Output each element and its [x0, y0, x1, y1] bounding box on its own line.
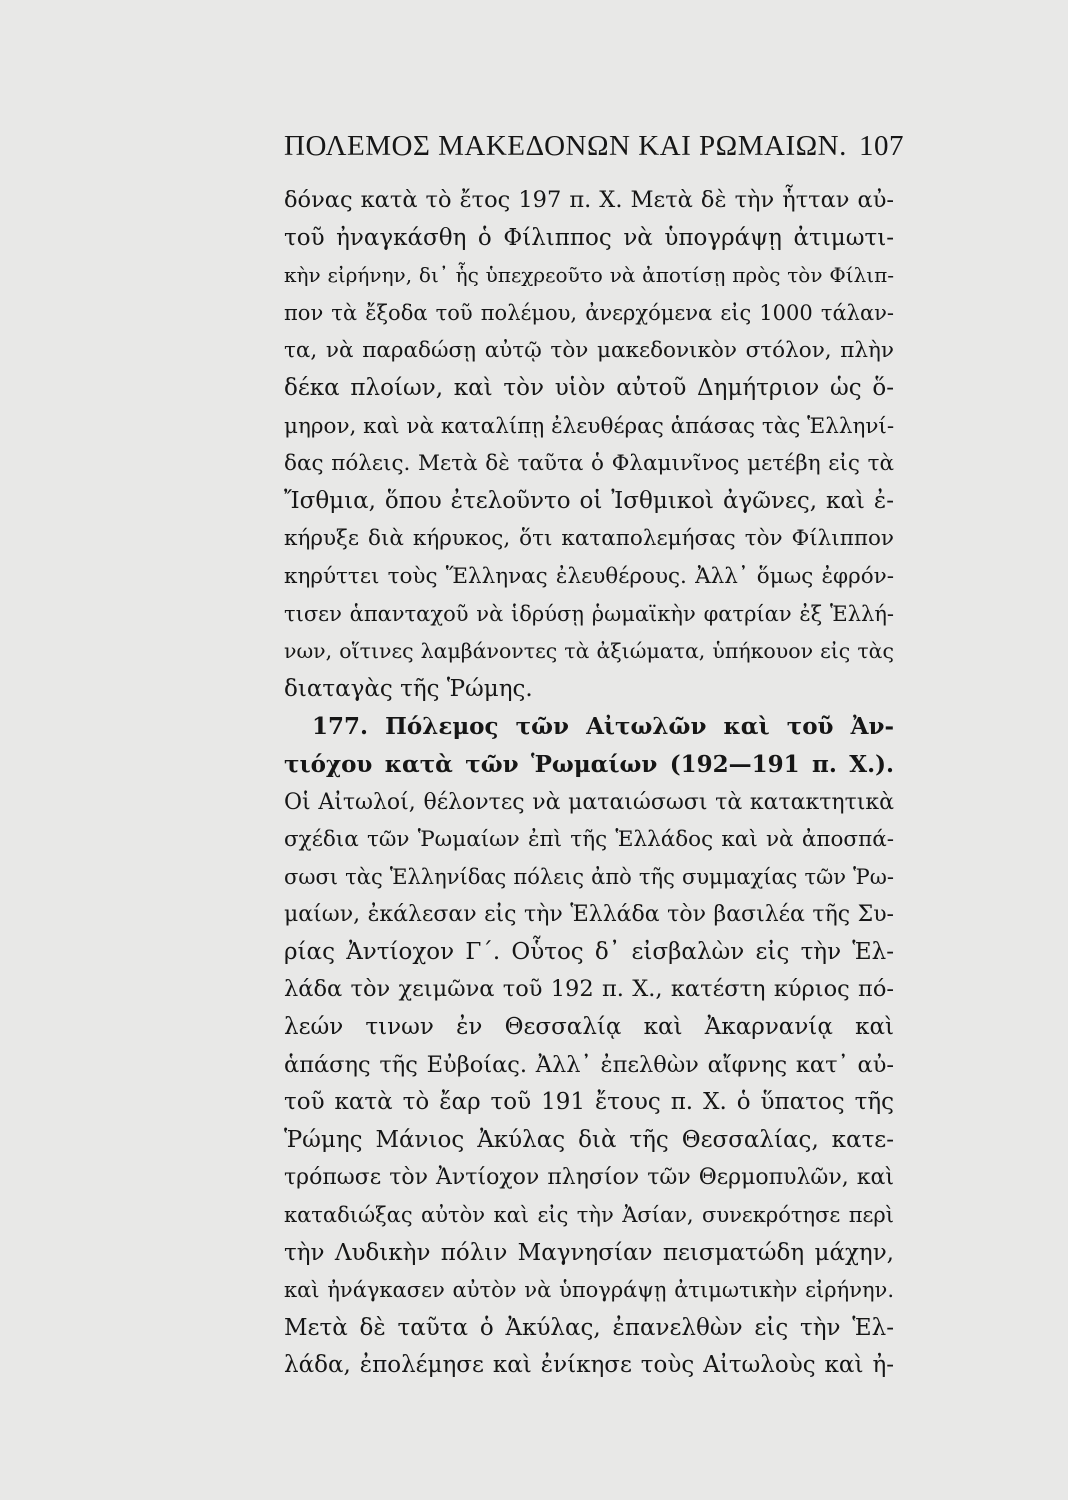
body-text	[284, 182, 894, 1385]
text-line: διαταγὰς τῆς Ῥώμης.	[284, 675, 533, 702]
text-line: δας πόλεις. Μετὰ δὲ ταῦτα ὁ Φλαμινῖνος μετέβη εἰς τὰ	[284, 451, 894, 477]
text-line: τὴν Λυδικὴν πόλιν Μαγνησίαν πεισματώδη μάχην,	[284, 1239, 894, 1266]
text-line: τοῦ ἠναγκάσθη ὁ Φίλιππος νὰ ὑπογράψῃ ἀτιμωτι-	[284, 224, 894, 251]
text-line: μηρον, καὶ νὰ καταλίπῃ ἐλευθέρας ἁπάσας τὰς Ἑλληνί-	[284, 413, 895, 439]
text-line: τοῦ κατὰ τὸ ἔαρ τοῦ 191 ἔτους π. Χ. ὁ ὕπατος τῆς	[284, 1089, 894, 1116]
text-line: λάδα τὸν χειμῶνα τοῦ 192 π. Χ., κατέστη κύριος πό-	[284, 976, 894, 1003]
text-line: Μετὰ δὲ ταῦτα ὁ Ἀκύλας, ἐπανελθὼν εἰς τὴν Ἑλ-	[284, 1314, 894, 1341]
text-line: λεών τινων ἐν Θεσσαλίᾳ καὶ Ἀκαρνανίᾳ καὶ	[284, 1014, 894, 1041]
text-line: Οἱ Αἰτωλοί, θέλοντες νὰ ματαιώσωσι τὰ κατακτητικὰ	[284, 789, 894, 815]
text-line: κὴν εἰρήνην, δι᾽ ἧς ὑπεχρεοῦτο νὰ ἀποτίσῃ πρὸς τὸν Φίλιπ-	[284, 263, 894, 288]
text-line: κήρυξε διὰ κήρυκος, ὅτι καταπολεμήσας τὸν Φίλιππον	[284, 526, 894, 552]
text-line: Ἴσθμια, ὅπου ἐτελοῦντο οἱ Ἰσθμικοὶ ἀγῶνες, καὶ ἐ-	[284, 487, 894, 514]
text-line: τρόπωσε τὸν Ἀντίοχον πλησίον τῶν Θερμοπυλῶν, καὶ	[284, 1165, 894, 1191]
text-line: λάδα, ἐπολέμησε καὶ ἐνίκησε τοὺς Αἰτωλοὺς καὶ ἠ-	[284, 1352, 894, 1379]
text-line: σωσι τὰς Ἑλληνίδας πόλεις ἀπὸ τῆς συμμαχίας τῶν Ῥω-	[284, 864, 894, 889]
text-line: ἁπάσης τῆς Εὐβοίας. Ἀλλ᾽ ἐπελθὼν αἴφνης κατ᾽ αὐ-	[284, 1051, 894, 1078]
running-title: ΠΟΛΕΜΟΣ ΜΑΚΕΔΟΝΩΝ ΚΑΙ ΡΩΜΑΙΩΝ.	[284, 130, 847, 162]
text-line: κηρύττει τοὺς Ἕλληνας ἐλευθέρους. Ἀλλ᾽ ὅμως ἐφρόν-	[284, 563, 894, 589]
text-line: καὶ ἠνάγκασεν αὐτὸν νὰ ὑπογράψῃ ἀτιμωτικὴν εἰρήνην.	[284, 1278, 894, 1303]
text-line: μαίων, ἐκάλεσαν εἰς τὴν Ἑλλάδα τὸν βασιλέα τῆς Συ-	[284, 902, 894, 928]
running-header	[284, 130, 904, 174]
section-heading: τιόχου κατὰ τῶν Ῥωμαίων (192—191 π. Χ.).	[284, 750, 894, 778]
text-line: Ῥώμης Μάνιος Ἀκύλας διὰ τῆς Θεσσαλίας, κατε-	[284, 1126, 894, 1153]
text-line: πον τὰ ἔξοδα τοῦ πολέμου, ἀνερχόμενα εἰς 1000 τάλαν-	[284, 300, 894, 325]
text-line: καταδιώξας αὐτὸν καὶ εἰς τὴν Ἀσίαν, συνεκρότησε περὶ	[284, 1203, 894, 1228]
text-line: νων, οἵτινες λαμβάνοντες τὰ ἀξιώματα, ὑπήκουον εἰς τὰς	[284, 639, 894, 664]
text-line: ρίας Ἀντίοχον Γ΄. Οὗτος δ᾽ εἰσβαλὼν εἰς τὴν Ἑλ-	[284, 938, 894, 965]
text-line: δέκα πλοίων, καὶ τὸν υἱὸν αὐτοῦ Δημήτριον ὡς ὅ-	[284, 374, 894, 401]
text-line: σχέδια τῶν Ῥωμαίων ἐπὶ τῆς Ἑλλάδος καὶ νὰ ἀποσπά-	[284, 827, 894, 853]
section-heading: 177. Πόλεμος τῶν Αἰτωλῶν καὶ τοῦ Ἀν-	[312, 713, 894, 741]
text-line: τισεν ἁπανταχοῦ νὰ ἱδρύσῃ ῥωμαϊκὴν φατρίαν ἐξ Ἑλλή-	[284, 601, 894, 626]
text-line: τα, νὰ παραδώσῃ αὐτῷ τὸν μακεδονικὸν στόλον, πλὴν	[284, 338, 894, 364]
page-number: 107	[859, 130, 904, 162]
text-line: δόνας κατὰ τὸ ἔτος 197 π. Χ. Μετὰ δὲ τὴν ἧτταν αὐ-	[284, 187, 894, 213]
